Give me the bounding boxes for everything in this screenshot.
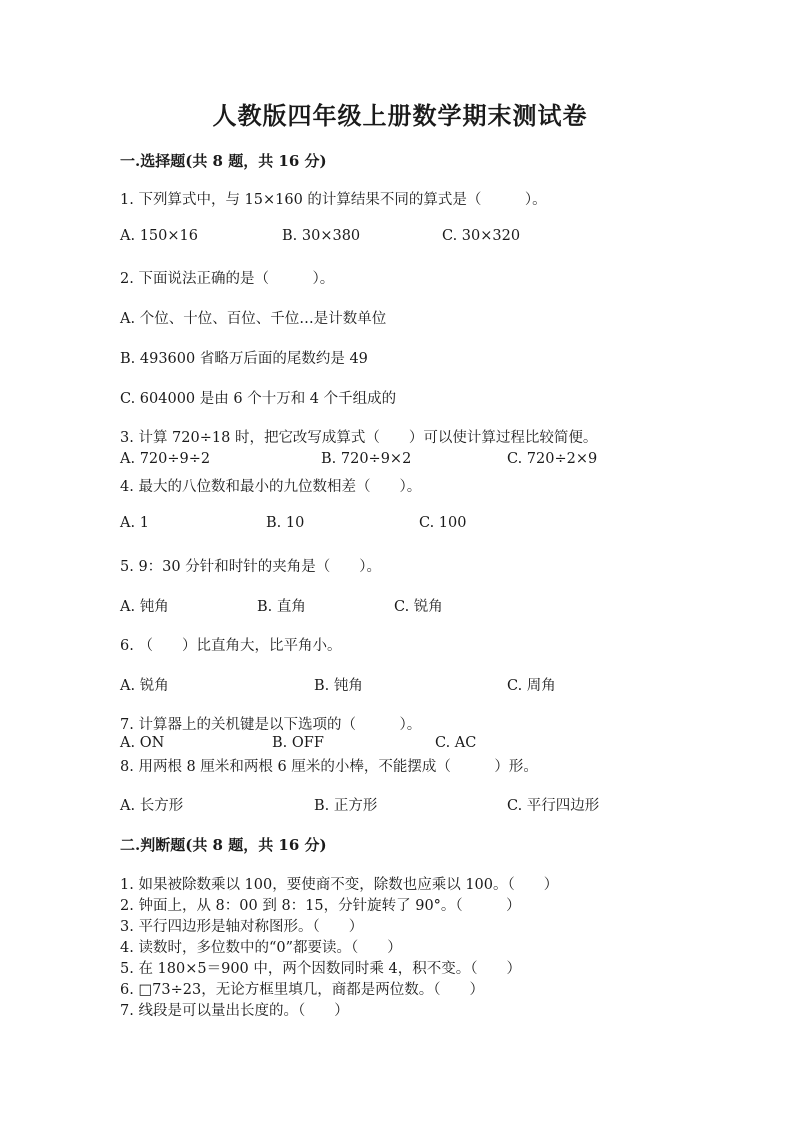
judgment-item-3: 3. 平行四边形是轴对称图形。（ ） (120, 919, 364, 935)
q4-option-c: C. 100 (419, 515, 467, 531)
question-1: 1. 下列算式中，与 15×160 的计算结果不同的算式是（ ）。 (120, 192, 547, 208)
judgment-item-5: 5. 在 180×5＝900 中，两个因数同时乘 4，积不变。（ ） (120, 961, 521, 977)
q3-option-b: B. 720÷9×2 (321, 451, 412, 467)
judgment-item-4: 4. 读数时，多位数中的“0”都要读。（ ） (120, 940, 402, 956)
q4-option-b: B. 10 (266, 515, 305, 531)
judgment-item-2: 2. 钟面上，从 8：00 到 8：15，分针旋转了 90°。（ ） (120, 898, 521, 914)
q8-option-a: A. 长方形 (120, 798, 184, 814)
q1-option-a: A. 150×16 (120, 228, 198, 244)
q1-option-c: C. 30×320 (442, 228, 521, 244)
section-heading-multiple-choice: 一.选择题(共 8 题，共 16 分) (120, 152, 327, 170)
judgment-item-1: 1. 如果被除数乘以 100，要使商不变，除数也应乘以 100。（ ） (120, 877, 559, 893)
question-3: 3. 计算 720÷18 时，把它改写成算式（ ）可以使计算过程比较简便。 (120, 430, 598, 446)
question-7: 7. 计算器上的关机键是以下选项的（ ）。 (120, 717, 422, 733)
q1-option-b: B. 30×380 (282, 228, 361, 244)
question-5: 5. 9：30 分针和时针的夹角是（ ）。 (120, 559, 381, 575)
q7-option-c: C. AC (435, 735, 477, 751)
q7-option-b: B. OFF (272, 735, 324, 751)
q6-option-a: A. 锐角 (120, 678, 169, 694)
question-8: 8. 用两根 8 厘米和两根 6 厘米的小棒，不能摆成（ ）形。 (120, 759, 538, 775)
judgment-item-7: 7. 线段是可以量出长度的。（ ） (120, 1003, 349, 1019)
q8-option-b: B. 正方形 (314, 798, 378, 814)
q5-option-b: B. 直角 (257, 599, 306, 615)
judgment-item-6: 6. □73÷23，无论方框里填几，商都是两位数。（ ） (120, 982, 484, 998)
q2-option-a: A. 个位、十位、百位、千位…是计数单位 (120, 311, 387, 327)
q5-option-c: C. 锐角 (394, 599, 443, 615)
question-2: 2. 下面说法正确的是（ ）。 (120, 271, 335, 287)
question-4: 4. 最大的八位数和最小的九位数相差（ ）。 (120, 479, 422, 495)
q2-option-c: C. 604000 是由 6 个十万和 4 个千组成的 (120, 391, 397, 407)
q8-option-c: C. 平行四边形 (507, 798, 600, 814)
q7-option-a: A. ON (120, 735, 165, 751)
q4-option-a: A. 1 (120, 515, 149, 531)
question-6: 6. （ ）比直角大，比平角小。 (120, 638, 342, 654)
q3-option-a: A. 720÷9÷2 (120, 451, 211, 467)
section-heading-true-false: 二.判断题(共 8 题，共 16 分) (120, 836, 327, 854)
q6-option-c: C. 周角 (507, 678, 556, 694)
q3-option-c: C. 720÷2×9 (507, 451, 598, 467)
page-title: 人教版四年级上册数学期末测试卷 (212, 101, 588, 130)
q2-option-b: B. 493600 省略万后面的尾数约是 49 (120, 351, 368, 367)
q6-option-b: B. 钝角 (314, 678, 363, 694)
q5-option-a: A. 钝角 (120, 599, 169, 615)
